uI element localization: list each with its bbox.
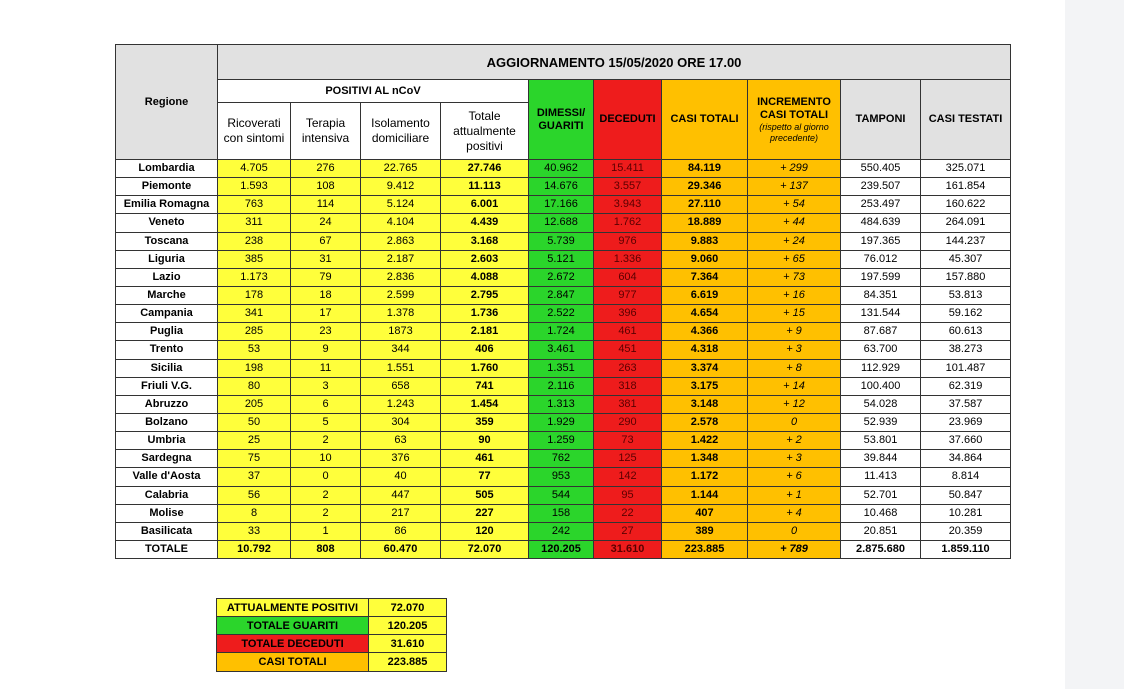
cell-terapia: 23	[291, 323, 361, 341]
header-regione: Regione	[116, 45, 218, 160]
table-row	[116, 160, 1011, 178]
cell-tamponi: 112.929	[841, 359, 921, 377]
cell-casi-totali: 4.318	[662, 341, 748, 359]
cell-incremento: + 65	[748, 250, 841, 268]
cell-casi-totali: 1.348	[662, 450, 748, 468]
cell-ricoverati: 385	[218, 250, 291, 268]
cell-ricoverati: 178	[218, 286, 291, 304]
cell-regione: Emilia Romagna	[116, 196, 218, 214]
cell-regione: Abruzzo	[116, 395, 218, 413]
cell-isolamento: 2.187	[361, 250, 441, 268]
cell-incremento: + 12	[748, 395, 841, 413]
cell-terapia: 0	[291, 468, 361, 486]
cell-totale-positivi: 461	[441, 450, 529, 468]
cell-isolamento: 447	[361, 486, 441, 504]
cell-incremento: + 9	[748, 323, 841, 341]
header-terapia: Terapia intensiva	[291, 103, 361, 160]
cell-dimessi: 12.688	[529, 214, 594, 232]
cell-ricoverati: 37	[218, 468, 291, 486]
cell-terapia: 3	[291, 377, 361, 395]
cell-tamponi: 20.851	[841, 522, 921, 540]
cell-casi-testati: 8.814	[921, 468, 1011, 486]
cell-terapia: 5	[291, 413, 361, 431]
cell-casi-totali: 1.422	[662, 432, 748, 450]
total-totale-positivi: 72.070	[441, 540, 529, 558]
cell-terapia: 1	[291, 522, 361, 540]
cell-regione: Valle d'Aosta	[116, 468, 218, 486]
cell-deceduti: 318	[594, 377, 662, 395]
cell-totale-positivi: 406	[441, 341, 529, 359]
table-row	[116, 250, 1011, 268]
cell-tamponi: 550.405	[841, 160, 921, 178]
cell-terapia: 6	[291, 395, 361, 413]
total-casi-testati: 1.859.110	[921, 540, 1011, 558]
header-isolamento: Isolamento domiciliare	[361, 103, 441, 160]
cell-tamponi: 63.700	[841, 341, 921, 359]
cell-tamponi: 100.400	[841, 377, 921, 395]
table-row	[116, 486, 1011, 504]
cell-casi-totali: 389	[662, 522, 748, 540]
cell-regione: Basilicata	[116, 522, 218, 540]
header-tamponi: TAMPONI	[841, 80, 921, 160]
cell-tamponi: 131.544	[841, 305, 921, 323]
cell-ricoverati: 50	[218, 413, 291, 431]
header-totale-positivi: Totale attualmente positivi	[441, 103, 529, 160]
cell-casi-totali: 9.883	[662, 232, 748, 250]
total-row	[116, 540, 1011, 558]
cell-casi-totali: 1.144	[662, 486, 748, 504]
cell-totale-positivi: 505	[441, 486, 529, 504]
cell-terapia: 114	[291, 196, 361, 214]
cell-deceduti: 1.762	[594, 214, 662, 232]
cell-dimessi: 40.962	[529, 160, 594, 178]
cell-incremento: 0	[748, 522, 841, 540]
cell-deceduti: 290	[594, 413, 662, 431]
cell-ricoverati: 8	[218, 504, 291, 522]
cell-totale-positivi: 1.736	[441, 305, 529, 323]
right-margin-strip	[1065, 0, 1124, 689]
cell-isolamento: 40	[361, 468, 441, 486]
cell-dimessi: 17.166	[529, 196, 594, 214]
cell-ricoverati: 25	[218, 432, 291, 450]
summary-value: 31.610	[369, 635, 447, 653]
cell-ricoverati: 238	[218, 232, 291, 250]
cell-tamponi: 239.507	[841, 178, 921, 196]
cell-totale-positivi: 27.746	[441, 160, 529, 178]
cell-dimessi: 953	[529, 468, 594, 486]
cell-isolamento: 5.124	[361, 196, 441, 214]
table-row	[116, 341, 1011, 359]
cell-deceduti: 604	[594, 268, 662, 286]
cell-dimessi: 1.351	[529, 359, 594, 377]
cell-tamponi: 54.028	[841, 395, 921, 413]
cell-tamponi: 53.801	[841, 432, 921, 450]
cell-casi-totali: 407	[662, 504, 748, 522]
cell-incremento: + 3	[748, 341, 841, 359]
cell-ricoverati: 56	[218, 486, 291, 504]
cell-ricoverati: 1.173	[218, 268, 291, 286]
cell-regione: Umbria	[116, 432, 218, 450]
cell-terapia: 18	[291, 286, 361, 304]
cell-dimessi: 762	[529, 450, 594, 468]
cell-incremento: + 24	[748, 232, 841, 250]
cell-ricoverati: 4.705	[218, 160, 291, 178]
cell-totale-positivi: 120	[441, 522, 529, 540]
cell-dimessi: 2.522	[529, 305, 594, 323]
cell-casi-totali: 29.346	[662, 178, 748, 196]
table-row	[116, 504, 1011, 522]
header-deceduti: DECEDUTI	[594, 80, 662, 160]
cell-tamponi: 197.599	[841, 268, 921, 286]
cell-deceduti: 1.336	[594, 250, 662, 268]
cell-casi-totali: 3.175	[662, 377, 748, 395]
header-incremento-label: INCREMENTO CASI TOTALI	[757, 95, 831, 121]
cell-totale-positivi: 90	[441, 432, 529, 450]
cell-isolamento: 2.836	[361, 268, 441, 286]
cell-totale-positivi: 2.603	[441, 250, 529, 268]
table-row	[116, 178, 1011, 196]
cell-casi-testati: 157.880	[921, 268, 1011, 286]
cell-deceduti: 976	[594, 232, 662, 250]
cell-terapia: 79	[291, 268, 361, 286]
summary-label: ATTUALMENTE POSITIVI	[217, 599, 369, 617]
cell-casi-totali: 27.110	[662, 196, 748, 214]
cell-totale-positivi: 77	[441, 468, 529, 486]
cell-deceduti: 396	[594, 305, 662, 323]
cell-totale-positivi: 741	[441, 377, 529, 395]
table-row	[116, 196, 1011, 214]
cell-dimessi: 2.672	[529, 268, 594, 286]
cell-terapia: 24	[291, 214, 361, 232]
total-tamponi: 2.875.680	[841, 540, 921, 558]
cell-incremento: + 2	[748, 432, 841, 450]
cell-totale-positivi: 2.181	[441, 323, 529, 341]
cell-deceduti: 142	[594, 468, 662, 486]
cell-casi-totali: 4.366	[662, 323, 748, 341]
cell-regione: Trento	[116, 341, 218, 359]
cell-deceduti: 263	[594, 359, 662, 377]
cell-tamponi: 484.639	[841, 214, 921, 232]
cell-isolamento: 9.412	[361, 178, 441, 196]
cell-casi-totali: 2.578	[662, 413, 748, 431]
total-isolamento: 60.470	[361, 540, 441, 558]
cell-incremento: + 8	[748, 359, 841, 377]
cell-incremento: + 4	[748, 504, 841, 522]
cell-terapia: 31	[291, 250, 361, 268]
table-row	[116, 468, 1011, 486]
cell-casi-testati: 10.281	[921, 504, 1011, 522]
cell-deceduti: 451	[594, 341, 662, 359]
cell-ricoverati: 205	[218, 395, 291, 413]
cell-tamponi: 39.844	[841, 450, 921, 468]
cell-totale-positivi: 2.795	[441, 286, 529, 304]
total-casi-totali: 223.885	[662, 540, 748, 558]
cell-casi-testati: 144.237	[921, 232, 1011, 250]
cell-incremento: + 15	[748, 305, 841, 323]
cell-casi-testati: 45.307	[921, 250, 1011, 268]
cell-regione: Friuli V.G.	[116, 377, 218, 395]
cell-casi-testati: 101.487	[921, 359, 1011, 377]
cell-incremento: + 73	[748, 268, 841, 286]
cell-casi-totali: 7.364	[662, 268, 748, 286]
cell-isolamento: 4.104	[361, 214, 441, 232]
cell-ricoverati: 341	[218, 305, 291, 323]
cell-terapia: 2	[291, 504, 361, 522]
cell-terapia: 108	[291, 178, 361, 196]
cell-regione: Liguria	[116, 250, 218, 268]
cell-ricoverati: 33	[218, 522, 291, 540]
cell-terapia: 67	[291, 232, 361, 250]
cell-ricoverati: 80	[218, 377, 291, 395]
cell-isolamento: 1.551	[361, 359, 441, 377]
cell-casi-totali: 4.654	[662, 305, 748, 323]
cell-incremento: + 44	[748, 214, 841, 232]
table-row	[116, 522, 1011, 540]
cell-dimessi: 1.929	[529, 413, 594, 431]
cell-dimessi: 1.259	[529, 432, 594, 450]
cell-tamponi: 253.497	[841, 196, 921, 214]
table-row	[116, 305, 1011, 323]
cell-totale-positivi: 4.088	[441, 268, 529, 286]
summary-table	[216, 598, 447, 672]
cell-terapia: 9	[291, 341, 361, 359]
cell-tamponi: 52.939	[841, 413, 921, 431]
cell-dimessi: 5.121	[529, 250, 594, 268]
cell-casi-testati: 50.847	[921, 486, 1011, 504]
page-title: AGGIORNAMENTO 15/05/2020 ORE 17.00	[218, 45, 1011, 80]
cell-regione: Lazio	[116, 268, 218, 286]
cell-isolamento: 22.765	[361, 160, 441, 178]
cell-ricoverati: 763	[218, 196, 291, 214]
cell-regione: Campania	[116, 305, 218, 323]
cell-incremento: 0	[748, 413, 841, 431]
cell-regione: Lombardia	[116, 160, 218, 178]
cell-totale-positivi: 1.454	[441, 395, 529, 413]
summary-row-totale-guariti	[217, 617, 447, 635]
cell-dimessi: 2.847	[529, 286, 594, 304]
cell-totale-positivi: 3.168	[441, 232, 529, 250]
cell-regione: Bolzano	[116, 413, 218, 431]
header-ricoverati: Ricoverati con sintomi	[218, 103, 291, 160]
cell-tamponi: 87.687	[841, 323, 921, 341]
cell-dimessi: 544	[529, 486, 594, 504]
cell-deceduti: 125	[594, 450, 662, 468]
summary-label: TOTALE DECEDUTI	[217, 635, 369, 653]
cell-terapia: 17	[291, 305, 361, 323]
cell-incremento: + 6	[748, 468, 841, 486]
cell-incremento: + 299	[748, 160, 841, 178]
cell-ricoverati: 285	[218, 323, 291, 341]
cell-deceduti: 22	[594, 504, 662, 522]
total-regione: TOTALE	[116, 540, 218, 558]
cell-tamponi: 84.351	[841, 286, 921, 304]
header-incremento-note: (rispetto al giorno precedente)	[759, 121, 829, 143]
cell-dimessi: 242	[529, 522, 594, 540]
cell-casi-testati: 37.660	[921, 432, 1011, 450]
cell-dimessi: 1.724	[529, 323, 594, 341]
cell-casi-testati: 62.319	[921, 377, 1011, 395]
cell-dimessi: 3.461	[529, 341, 594, 359]
table-row	[116, 286, 1011, 304]
cell-isolamento: 86	[361, 522, 441, 540]
cell-tamponi: 11.413	[841, 468, 921, 486]
cell-regione: Molise	[116, 504, 218, 522]
cell-casi-testati: 23.969	[921, 413, 1011, 431]
cell-isolamento: 304	[361, 413, 441, 431]
cell-isolamento: 1.378	[361, 305, 441, 323]
cell-regione: Calabria	[116, 486, 218, 504]
cell-isolamento: 1873	[361, 323, 441, 341]
cell-isolamento: 63	[361, 432, 441, 450]
cell-totale-positivi: 11.113	[441, 178, 529, 196]
cell-ricoverati: 53	[218, 341, 291, 359]
cell-terapia: 276	[291, 160, 361, 178]
cell-deceduti: 461	[594, 323, 662, 341]
cell-ricoverati: 75	[218, 450, 291, 468]
cell-tamponi: 197.365	[841, 232, 921, 250]
summary-value: 120.205	[369, 617, 447, 635]
table-row	[116, 450, 1011, 468]
cell-deceduti: 381	[594, 395, 662, 413]
cell-ricoverati: 1.593	[218, 178, 291, 196]
summary-row-totale-deceduti	[217, 635, 447, 653]
cell-casi-testati: 38.273	[921, 341, 1011, 359]
summary-value: 223.885	[369, 653, 447, 671]
summary-label: CASI TOTALI	[217, 653, 369, 671]
table-row	[116, 268, 1011, 286]
summary-row-casi-totali	[217, 653, 447, 671]
cell-isolamento: 2.863	[361, 232, 441, 250]
table-row	[116, 413, 1011, 431]
cell-casi-totali: 1.172	[662, 468, 748, 486]
cell-deceduti: 27	[594, 522, 662, 540]
cell-casi-totali: 18.889	[662, 214, 748, 232]
total-ricoverati: 10.792	[218, 540, 291, 558]
cell-deceduti: 3.557	[594, 178, 662, 196]
table-row	[116, 432, 1011, 450]
cell-casi-testati: 34.864	[921, 450, 1011, 468]
header-positivi-group: POSITIVI AL nCoV	[218, 80, 529, 103]
cell-casi-totali: 3.148	[662, 395, 748, 413]
cell-incremento: + 16	[748, 286, 841, 304]
table-row	[116, 359, 1011, 377]
table-row	[116, 395, 1011, 413]
header-casi-testati: CASI TESTATI	[921, 80, 1011, 160]
cell-tamponi: 10.468	[841, 504, 921, 522]
cell-tamponi: 76.012	[841, 250, 921, 268]
cell-ricoverati: 311	[218, 214, 291, 232]
cell-incremento: + 1	[748, 486, 841, 504]
cell-deceduti: 73	[594, 432, 662, 450]
cell-casi-testati: 264.091	[921, 214, 1011, 232]
cell-deceduti: 95	[594, 486, 662, 504]
summary-row-attualmente-positivi	[217, 599, 447, 617]
cell-regione: Toscana	[116, 232, 218, 250]
cell-totale-positivi: 4.439	[441, 214, 529, 232]
cell-incremento: + 137	[748, 178, 841, 196]
cell-regione: Sicilia	[116, 359, 218, 377]
table-row	[116, 232, 1011, 250]
total-incremento: + 789	[748, 540, 841, 558]
total-terapia: 808	[291, 540, 361, 558]
regional-data-table	[115, 44, 1011, 559]
table-row	[116, 323, 1011, 341]
cell-tamponi: 52.701	[841, 486, 921, 504]
cell-isolamento: 344	[361, 341, 441, 359]
cell-deceduti: 977	[594, 286, 662, 304]
cell-casi-testati: 59.162	[921, 305, 1011, 323]
cell-isolamento: 217	[361, 504, 441, 522]
cell-incremento: + 3	[748, 450, 841, 468]
header-incremento	[748, 80, 841, 160]
cell-terapia: 11	[291, 359, 361, 377]
cell-dimessi: 2.116	[529, 377, 594, 395]
cell-casi-testati: 20.359	[921, 522, 1011, 540]
cell-isolamento: 1.243	[361, 395, 441, 413]
cell-ricoverati: 198	[218, 359, 291, 377]
cell-isolamento: 376	[361, 450, 441, 468]
cell-totale-positivi: 1.760	[441, 359, 529, 377]
total-dimessi: 120.205	[529, 540, 594, 558]
cell-regione: Veneto	[116, 214, 218, 232]
cell-totale-positivi: 359	[441, 413, 529, 431]
cell-isolamento: 658	[361, 377, 441, 395]
cell-totale-positivi: 227	[441, 504, 529, 522]
cell-casi-totali: 84.119	[662, 160, 748, 178]
table-row	[116, 377, 1011, 395]
total-deceduti: 31.610	[594, 540, 662, 558]
table-body	[116, 160, 1011, 559]
cell-regione: Marche	[116, 286, 218, 304]
cell-casi-testati: 37.587	[921, 395, 1011, 413]
cell-incremento: + 54	[748, 196, 841, 214]
cell-casi-testati: 53.813	[921, 286, 1011, 304]
table-row	[116, 214, 1011, 232]
summary-value: 72.070	[369, 599, 447, 617]
cell-dimessi: 158	[529, 504, 594, 522]
cell-incremento: + 14	[748, 377, 841, 395]
cell-casi-testati: 160.622	[921, 196, 1011, 214]
header-dimessi: DIMESSI/ GUARITI	[529, 80, 594, 160]
cell-regione: Puglia	[116, 323, 218, 341]
cell-regione: Sardegna	[116, 450, 218, 468]
header-casi-totali: CASI TOTALI	[662, 80, 748, 160]
cell-regione: Piemonte	[116, 178, 218, 196]
cell-casi-testati: 161.854	[921, 178, 1011, 196]
cell-casi-totali: 6.619	[662, 286, 748, 304]
cell-terapia: 2	[291, 486, 361, 504]
cell-dimessi: 1.313	[529, 395, 594, 413]
cell-terapia: 2	[291, 432, 361, 450]
cell-casi-totali: 9.060	[662, 250, 748, 268]
cell-casi-totali: 3.374	[662, 359, 748, 377]
cell-totale-positivi: 6.001	[441, 196, 529, 214]
cell-dimessi: 14.676	[529, 178, 594, 196]
cell-deceduti: 15.411	[594, 160, 662, 178]
cell-casi-testati: 325.071	[921, 160, 1011, 178]
cell-isolamento: 2.599	[361, 286, 441, 304]
cell-terapia: 10	[291, 450, 361, 468]
cell-dimessi: 5.739	[529, 232, 594, 250]
summary-label: TOTALE GUARITI	[217, 617, 369, 635]
cell-casi-testati: 60.613	[921, 323, 1011, 341]
cell-deceduti: 3.943	[594, 196, 662, 214]
